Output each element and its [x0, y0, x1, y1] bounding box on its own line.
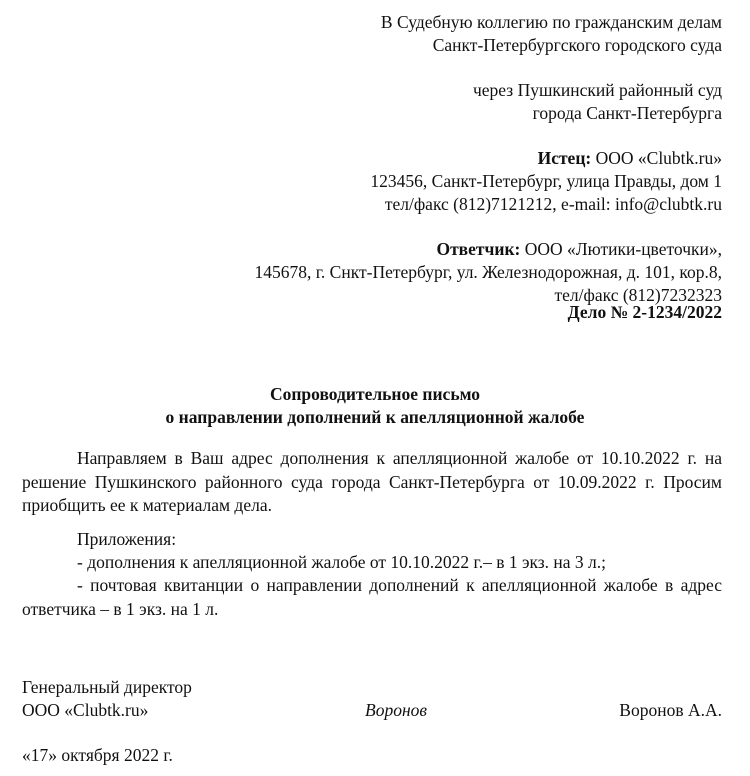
defendant-address: 145678, г. Снкт-Петербург, ул. Железнодорожная, д. 101, кор.8, [254, 262, 722, 282]
via-court-line-2: города Санкт-Петербурга [532, 103, 722, 123]
signer-company: ООО «Clubtk.ru» [22, 700, 149, 720]
addressee-line-2: Санкт-Петербургского городского суда [432, 35, 722, 55]
attachments-heading: Приложения: [77, 529, 177, 549]
defendant-name: ООО «Лютики-цветочки», [520, 239, 722, 259]
plaintiff-label: Истец: [537, 148, 592, 168]
defendant-contacts: тел/факс (812)7232323 [554, 285, 722, 305]
plaintiff-name: ООО «Clubtk.ru» [591, 148, 722, 168]
defendant-line [436, 238, 722, 260]
signer-name: Воронов А.А. [619, 700, 722, 720]
letter-subtitle: о направлении дополнений к апелляционной жалобе [165, 407, 585, 427]
attachment-item: - почтовая квитанции о направлении дополнений к апелляционной жалобе в адрес ответчика – в 1 экз. на 1 л. [22, 575, 722, 619]
case-number: Дело № 2-1234/2022 [567, 302, 722, 322]
document-date: «17» октября 2022 г. [22, 745, 173, 765]
signature: Воронов [365, 700, 427, 720]
attachment-item: - дополнения к апелляционной жалобе от 10.10.2022 г.– в 1 экз. на 3 л.; [77, 552, 607, 572]
via-court-line-1: через Пушкинский районный суд [472, 80, 722, 100]
plaintiff-line [538, 147, 722, 169]
letter-title: Сопроводительное письмо [269, 384, 481, 404]
signer-position: Генеральный директор [22, 677, 192, 697]
plaintiff-address: 123456, Санкт-Петербург, улица Правды, дом 1 [370, 171, 722, 191]
addressee-line-1: В Судебную коллегию по гражданским делам [380, 12, 722, 32]
plaintiff-contacts: тел/факс (812)7121212, e-mail: info@clubtk.ru [384, 194, 722, 214]
body-paragraph: Направляем в Ваш адрес дополнения к апелляционной жалобе от 10.10.2022 г. на решение Пушкинского районного суда города Санкт-Петербурга от 10.09.2022 г. Просим приобщить ее к материалам дела. [22, 448, 722, 515]
defendant-label: Ответчик: [436, 239, 521, 259]
